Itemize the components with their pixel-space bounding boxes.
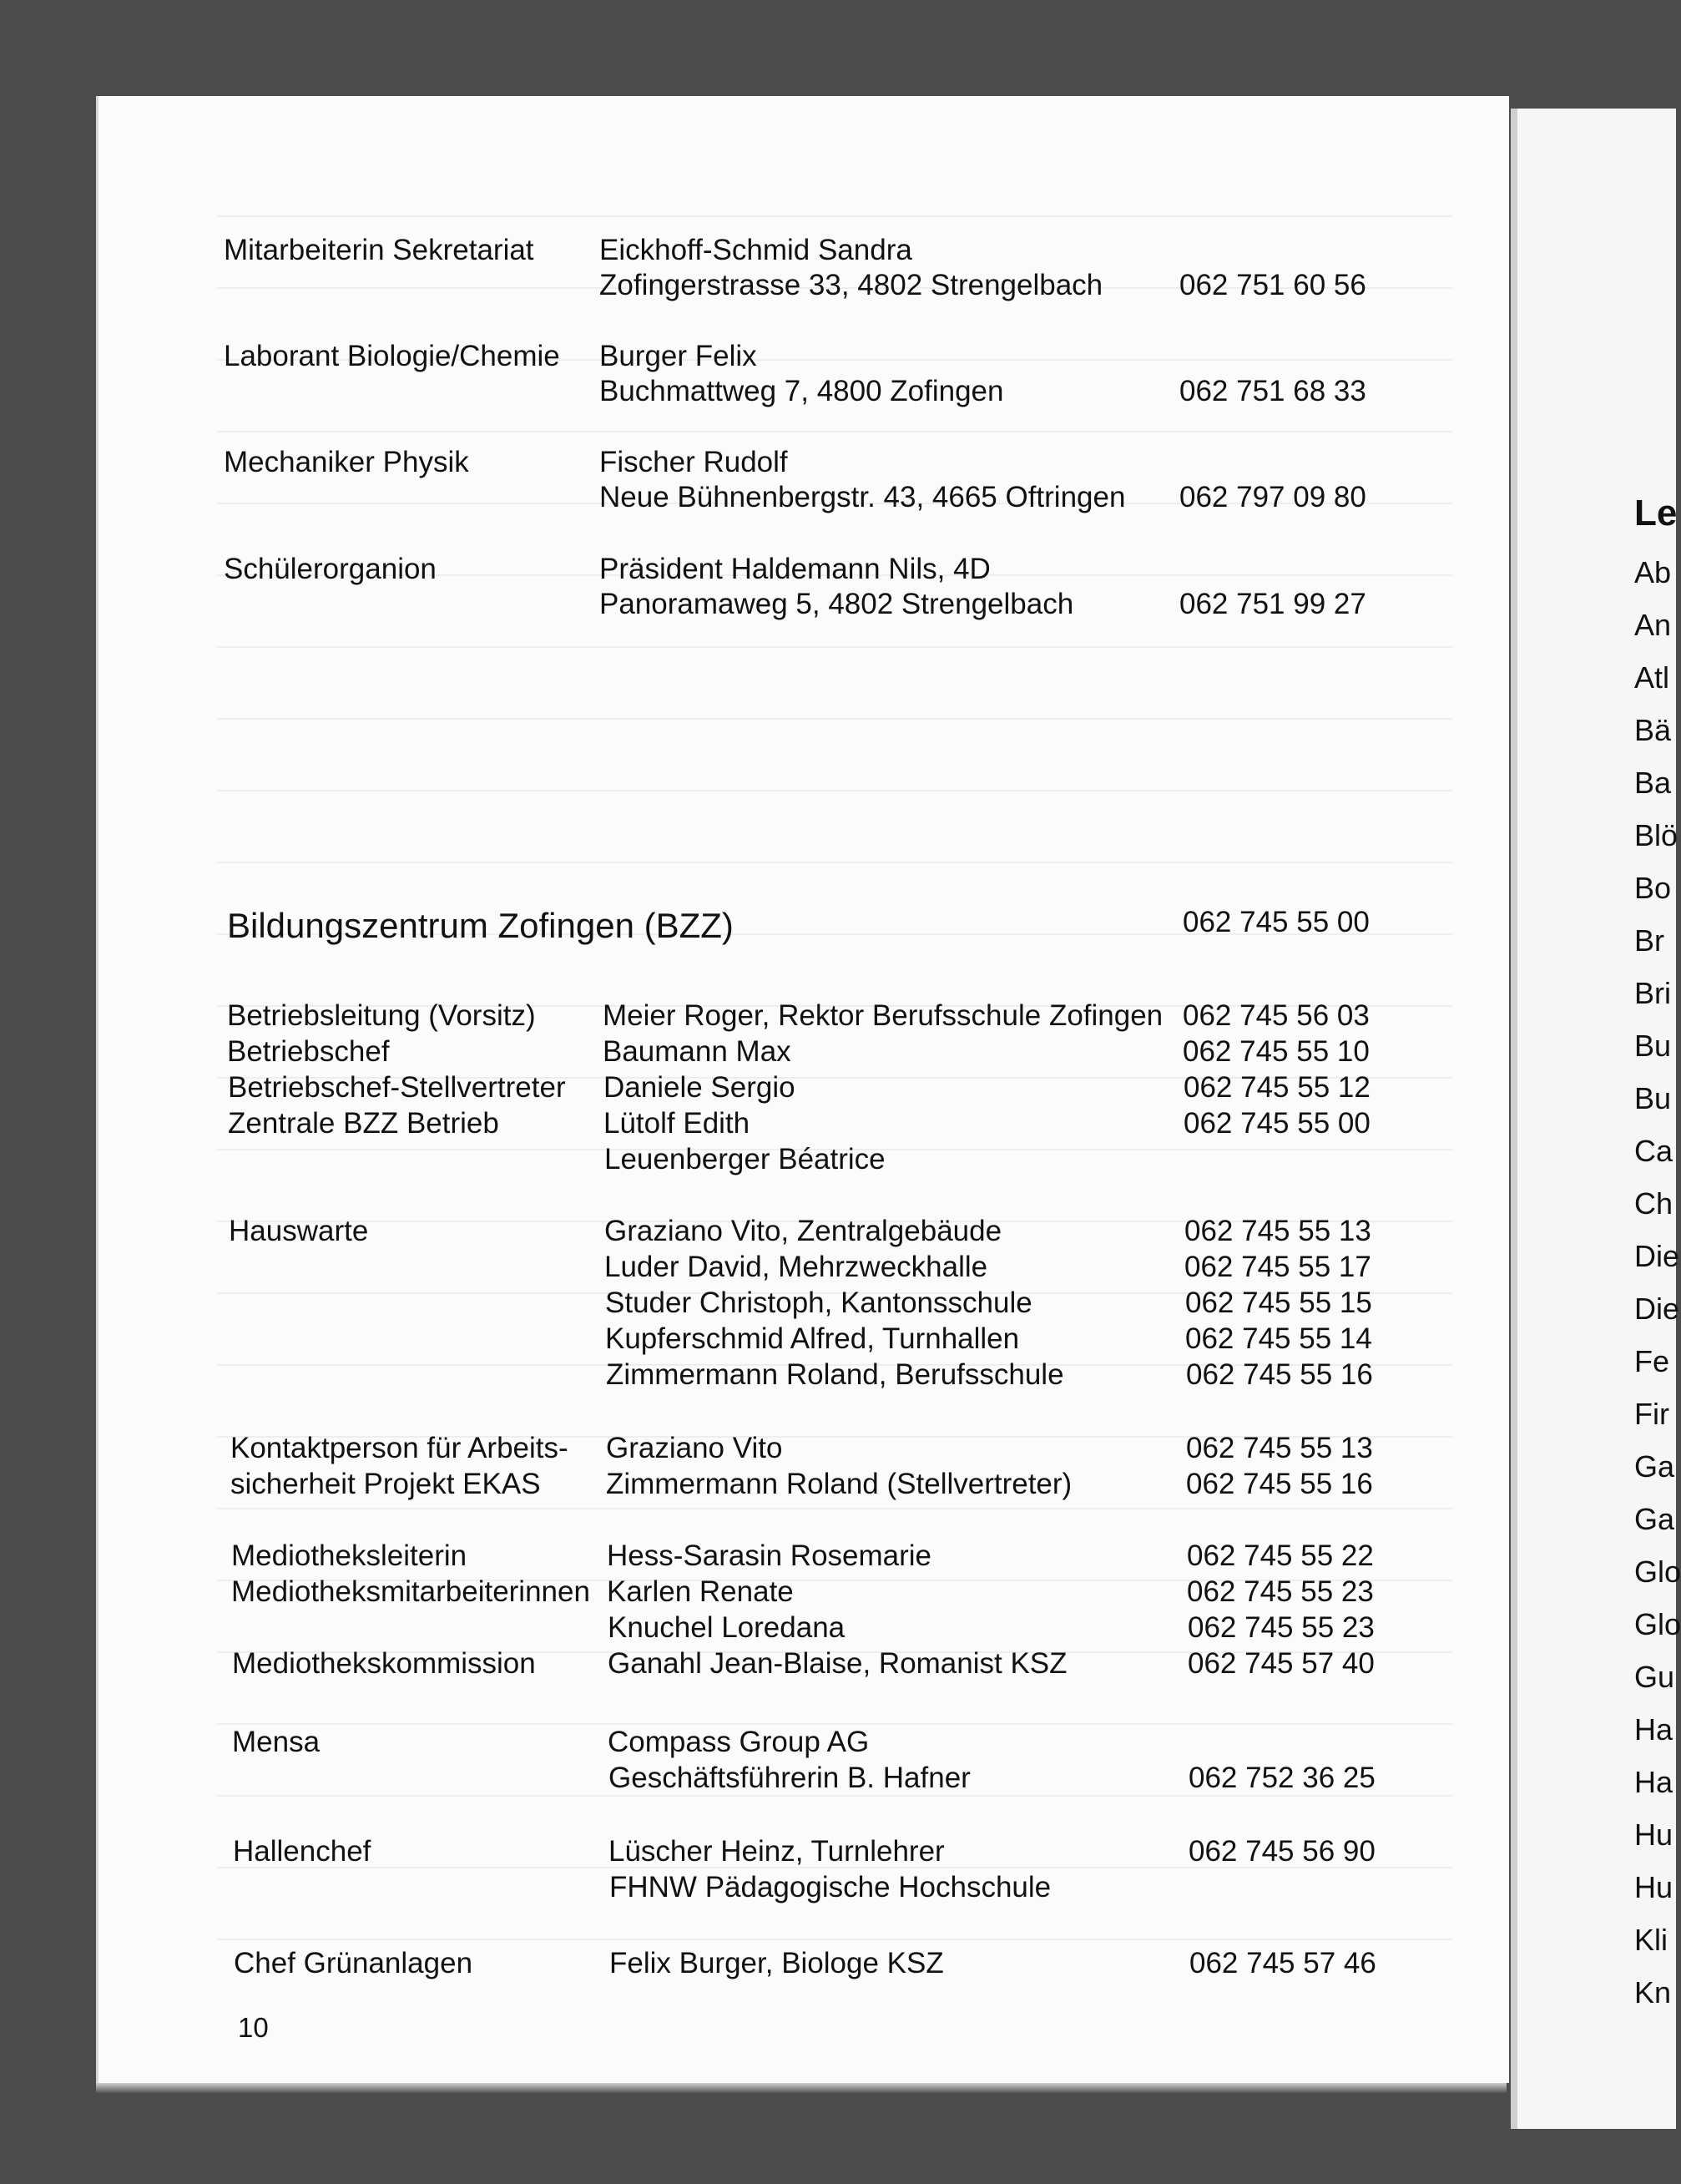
row-name: Studer Christoph, Kantonsschule bbox=[605, 1287, 1032, 1319]
entry-name: Fischer Rudolf bbox=[599, 446, 788, 478]
row-role: Zentrale BZZ Betrieb bbox=[228, 1107, 499, 1140]
facing-page-item: Hu bbox=[1634, 1817, 1673, 1852]
row-phone: 062 745 55 16 bbox=[1186, 1468, 1373, 1500]
row-name: Hess-Sarasin Rosemarie bbox=[607, 1539, 932, 1572]
facing-page-item: Gu bbox=[1634, 1660, 1675, 1694]
entry-role: Mechaniker Physik bbox=[224, 446, 469, 478]
facing-page-item: Bo bbox=[1634, 871, 1672, 905]
facing-page-item: Bu bbox=[1634, 1029, 1672, 1063]
row-phone: 062 752 36 25 bbox=[1189, 1762, 1376, 1794]
facing-page-item: Ha bbox=[1634, 1712, 1673, 1747]
row-name: Lüscher Heinz, Turnlehrer bbox=[608, 1835, 945, 1868]
row-name: Compass Group AG bbox=[608, 1726, 870, 1758]
entry-address: Neue Bühnenbergstr. 43, 4665 Oftringen bbox=[599, 481, 1126, 513]
page-number: 10 bbox=[238, 2012, 269, 2043]
facing-page-item: Die bbox=[1634, 1292, 1680, 1326]
entry-phone: 062 751 60 56 bbox=[1179, 269, 1366, 301]
row-phone: 062 745 57 40 bbox=[1188, 1647, 1375, 1680]
facing-page-item: An bbox=[1634, 608, 1672, 642]
facing-page-item: Bu bbox=[1634, 1081, 1672, 1115]
row-name: Felix Burger, Biologe KSZ bbox=[609, 1947, 944, 1979]
row-role: Mediotheksmitarbeiterinnen bbox=[231, 1575, 590, 1608]
row-role: Hallenchef bbox=[233, 1835, 371, 1868]
facing-page-item: Ga bbox=[1634, 1449, 1675, 1484]
row-phone: 062 745 55 23 bbox=[1187, 1575, 1374, 1608]
row-phone: 062 745 55 15 bbox=[1185, 1287, 1372, 1319]
facing-page-heading: Le bbox=[1634, 493, 1678, 533]
row-role: Mediotheksleiterin bbox=[231, 1539, 467, 1572]
row-role: Mediothekskommission bbox=[232, 1647, 536, 1680]
row-phone: 062 745 55 14 bbox=[1185, 1322, 1372, 1355]
row-phone: 062 745 55 13 bbox=[1186, 1432, 1373, 1464]
row-role: Betriebsleitung (Vorsitz) bbox=[227, 999, 536, 1032]
facing-page-item: Glo bbox=[1634, 1555, 1681, 1589]
facing-page-item: Ba bbox=[1634, 766, 1672, 800]
row-phone: 062 745 55 23 bbox=[1188, 1611, 1375, 1644]
entry-phone: 062 751 68 33 bbox=[1179, 375, 1366, 407]
facing-page-item: Ca bbox=[1634, 1134, 1673, 1168]
row-name: Meier Roger, Rektor Berufsschule Zofingen bbox=[603, 999, 1164, 1032]
row-role: Betriebschef-Stellvertreter bbox=[228, 1071, 566, 1104]
facing-page-item: Br bbox=[1634, 923, 1664, 958]
entry-name: Präsident Haldemann Nils, 4D bbox=[599, 553, 991, 585]
section-title: Bildungszentrum Zofingen (BZZ) bbox=[227, 906, 734, 945]
entry-name: Eickhoff-Schmid Sandra bbox=[599, 234, 912, 266]
entry-name: Burger Felix bbox=[599, 340, 757, 372]
row-name: Leuenberger Béatrice bbox=[604, 1143, 886, 1175]
facing-page-item: Fir bbox=[1634, 1397, 1669, 1431]
row-name: Kupferschmid Alfred, Turnhallen bbox=[605, 1322, 1020, 1355]
row-phone: 062 745 55 13 bbox=[1184, 1215, 1371, 1247]
row-name: Ganahl Jean-Blaise, Romanist KSZ bbox=[608, 1647, 1068, 1680]
row-phone: 062 745 55 00 bbox=[1184, 1107, 1371, 1140]
facing-page-item: Fe bbox=[1634, 1344, 1670, 1378]
facing-page-item: Bä bbox=[1634, 713, 1672, 747]
row-name: Zimmermann Roland, Berufsschule bbox=[606, 1358, 1064, 1391]
entry-address: Buchmattweg 7, 4800 Zofingen bbox=[599, 375, 1004, 407]
row-role: Kontaktperson für Arbeits- bbox=[230, 1432, 568, 1464]
row-phone: 062 745 55 22 bbox=[1187, 1539, 1374, 1572]
facing-page-item: Blö bbox=[1634, 818, 1678, 852]
row-role: Betriebschef bbox=[227, 1035, 390, 1068]
facing-page-item: Ch bbox=[1634, 1186, 1673, 1221]
facing-page-item: Ga bbox=[1634, 1502, 1675, 1536]
row-name: Baumann Max bbox=[603, 1035, 791, 1068]
entry-phone: 062 797 09 80 bbox=[1179, 481, 1366, 513]
row-role: Hauswarte bbox=[229, 1215, 369, 1247]
entry-address: Panoramaweg 5, 4802 Strengelbach bbox=[599, 588, 1074, 620]
facing-page-item: Glo bbox=[1634, 1607, 1681, 1641]
facing-page-item: Kli bbox=[1634, 1923, 1668, 1957]
facing-page-item: Bri bbox=[1634, 976, 1671, 1010]
row-name: Knuchel Loredana bbox=[608, 1611, 846, 1644]
row-role: Chef Grünanlagen bbox=[234, 1947, 473, 1979]
row-phone: 062 745 57 46 bbox=[1189, 1947, 1376, 1979]
row-phone: 062 745 55 16 bbox=[1186, 1358, 1373, 1391]
row-name: Luder David, Mehrzweckhalle bbox=[604, 1251, 988, 1283]
entry-address: Zofingerstrasse 33, 4802 Strengelbach bbox=[599, 269, 1103, 301]
row-phone: 062 745 55 17 bbox=[1184, 1251, 1371, 1283]
entry-role: Laborant Biologie/Chemie bbox=[224, 340, 560, 372]
row-name: Zimmermann Roland (Stellvertreter) bbox=[606, 1468, 1073, 1500]
facing-page-item: Kn bbox=[1634, 1975, 1672, 2010]
entry-role: Schülerorganion bbox=[224, 553, 437, 585]
row-name: Daniele Sergio bbox=[603, 1071, 795, 1104]
row-name: FHNW Pädagogische Hochschule bbox=[609, 1871, 1052, 1903]
row-phone: 062 745 55 12 bbox=[1184, 1071, 1371, 1104]
row-name: Geschäftsführerin B. Hafner bbox=[608, 1762, 971, 1794]
row-phone: 062 745 56 90 bbox=[1189, 1835, 1376, 1868]
section-phone: 062 745 55 00 bbox=[1183, 906, 1370, 938]
row-phone: 062 745 55 10 bbox=[1183, 1035, 1370, 1068]
row-phone: 062 745 56 03 bbox=[1183, 999, 1370, 1032]
row-name: Karlen Renate bbox=[607, 1575, 794, 1608]
page-edge bbox=[96, 2083, 1507, 2093]
row-role: sicherheit Projekt EKAS bbox=[230, 1468, 541, 1500]
facing-page-item: Ab bbox=[1634, 555, 1672, 589]
row-name: Graziano Vito bbox=[606, 1432, 783, 1464]
row-role: Mensa bbox=[232, 1726, 321, 1758]
facing-page-item: Ha bbox=[1634, 1765, 1673, 1799]
facing-page-item: Die bbox=[1634, 1239, 1680, 1273]
row-name: Graziano Vito, Zentralgebäude bbox=[604, 1215, 1002, 1247]
entry-role: Mitarbeiterin Sekretariat bbox=[224, 234, 534, 266]
row-name: Lütolf Edith bbox=[603, 1107, 750, 1140]
entry-phone: 062 751 99 27 bbox=[1179, 588, 1366, 620]
facing-page-item: Hu bbox=[1634, 1870, 1673, 1904]
facing-page-item: Atl bbox=[1634, 660, 1670, 695]
